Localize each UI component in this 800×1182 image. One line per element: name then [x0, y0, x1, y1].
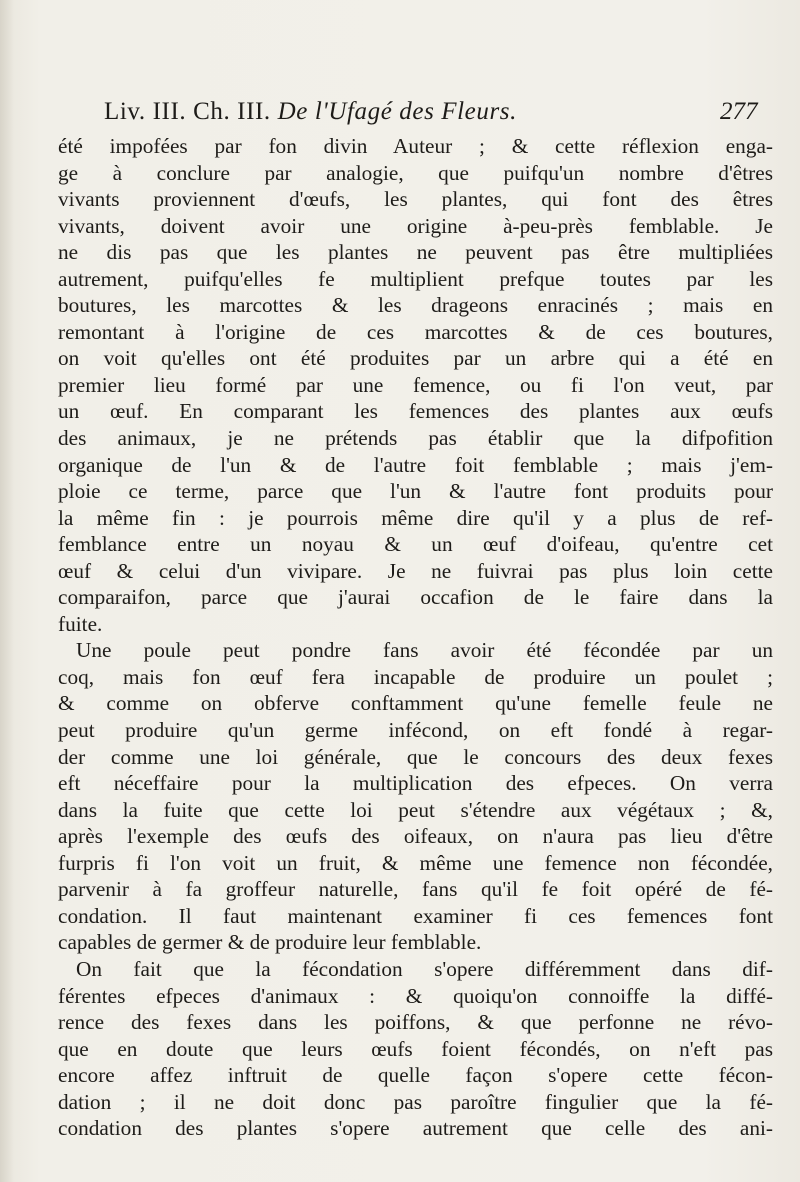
- running-head-chapter: Liv. III. Ch. III.: [104, 98, 271, 125]
- text-line: der comme une loi générale, que le concours des deux fexes: [58, 744, 773, 769]
- spine-shadow: [0, 0, 14, 1182]
- text-line: que en doute que leurs œufs foient fécondés, on n'eft pas: [58, 1036, 773, 1061]
- text-line: autrement, puifqu'elles fe multiplient prefque toutes par les: [58, 266, 773, 291]
- text-line: encore affez inftruit de quelle façon s'opere cette fécon-: [58, 1063, 773, 1088]
- text-line: & comme on obferve conftamment qu'une femelle feule ne: [58, 691, 773, 716]
- text-line: comparaifon, parce que j'aurai occafion de le faire dans la: [58, 585, 773, 610]
- text-line: premier lieu formé par une femence, ou fi l'on veut, par: [58, 372, 773, 397]
- text-line: condation. Il faut maintenant examiner fi ces femences font: [58, 903, 773, 928]
- text-line: un œuf. En comparant les femences des plantes aux œufs: [58, 399, 773, 424]
- text-line: On fait que la fécondation s'opere différemment dans dif-: [76, 956, 773, 981]
- text-line: remontant à l'origine de ces marcottes & de ces boutures,: [58, 319, 773, 344]
- text-line: furpris fi l'on voit un fruit, & même une femence non fécondée,: [58, 850, 773, 875]
- page-number: 277: [720, 98, 758, 125]
- body-text: [58, 133, 773, 1142]
- text-line: férentes efpeces d'animaux : & quoiqu'on connoiffe la diffé-: [58, 983, 773, 1008]
- text-line: après l'exemple des œufs des oifeaux, on n'aura pas lieu d'être: [58, 824, 773, 849]
- text-line: des animaux, je ne prétends pas établir que la difpofition: [58, 426, 773, 451]
- text-line: œuf & celui d'un vivipare. Je ne fuivrai pas plus loin cette: [58, 558, 773, 583]
- text-line: on voit qu'elles ont été produites par un arbre qui a été en: [58, 346, 773, 371]
- text-line: femblance entre un noyau & un œuf d'oifeau, qu'entre cet: [58, 532, 773, 557]
- text-line: été impofées par fon divin Auteur ; & cette réflexion enga-: [58, 134, 773, 158]
- text-line: organique de l'un & de l'autre foit femblable ; mais j'em-: [58, 452, 773, 477]
- text-line: la même fin : je pourrois même dire qu'il y a plus de ref-: [58, 505, 773, 530]
- text-line: parvenir à fa groffeur naturelle, fans qu'il fe foit opéré de fé-: [58, 877, 773, 902]
- text-line: coq, mais fon œuf fera incapable de produire un poulet ;: [58, 664, 773, 689]
- running-head-title: De l'Ufagé des Fleurs.: [277, 98, 517, 125]
- text-line: ne dis pas que les plantes ne peuvent pas être multipliées: [58, 240, 773, 265]
- text-line: peut produire qu'un germe infécond, on eft fondé à regar-: [58, 718, 773, 743]
- text-line: vivants, doivent avoir une origine à-peu-près femblable. Je: [58, 213, 773, 238]
- text-line: vivants proviennent d'œufs, les plantes, qui font des êtres: [58, 187, 773, 212]
- text-line: ge à conclure par analogie, que puifqu'un nombre d'êtres: [58, 160, 773, 185]
- text-line: ploie ce terme, parce que l'un & l'autre font produits pour: [58, 479, 773, 504]
- text-line: Une poule peut pondre fans avoir été fécondée par un: [76, 638, 773, 663]
- text-line: dans la fuite que cette loi peut s'étendre aux végétaux ; &,: [58, 797, 773, 822]
- running-head: [104, 98, 517, 126]
- text-line: eft néceffaire pour la multiplication des efpeces. On verra: [58, 771, 773, 796]
- text-line: condation des plantes s'opere autrement que celle des ani-: [58, 1116, 773, 1141]
- text-line: dation ; il ne doit donc pas paroître fingulier que la fé-: [58, 1089, 773, 1114]
- page-header: [0, 98, 800, 130]
- text-line: capables de germer & de produire leur femblable.: [58, 930, 482, 955]
- text-line: rence des fexes dans les poiffons, & que perfonne ne révo-: [58, 1010, 773, 1035]
- text-line: fuite.: [58, 611, 103, 636]
- text-line: boutures, les marcottes & les drageons enracinés ; mais en: [58, 293, 773, 318]
